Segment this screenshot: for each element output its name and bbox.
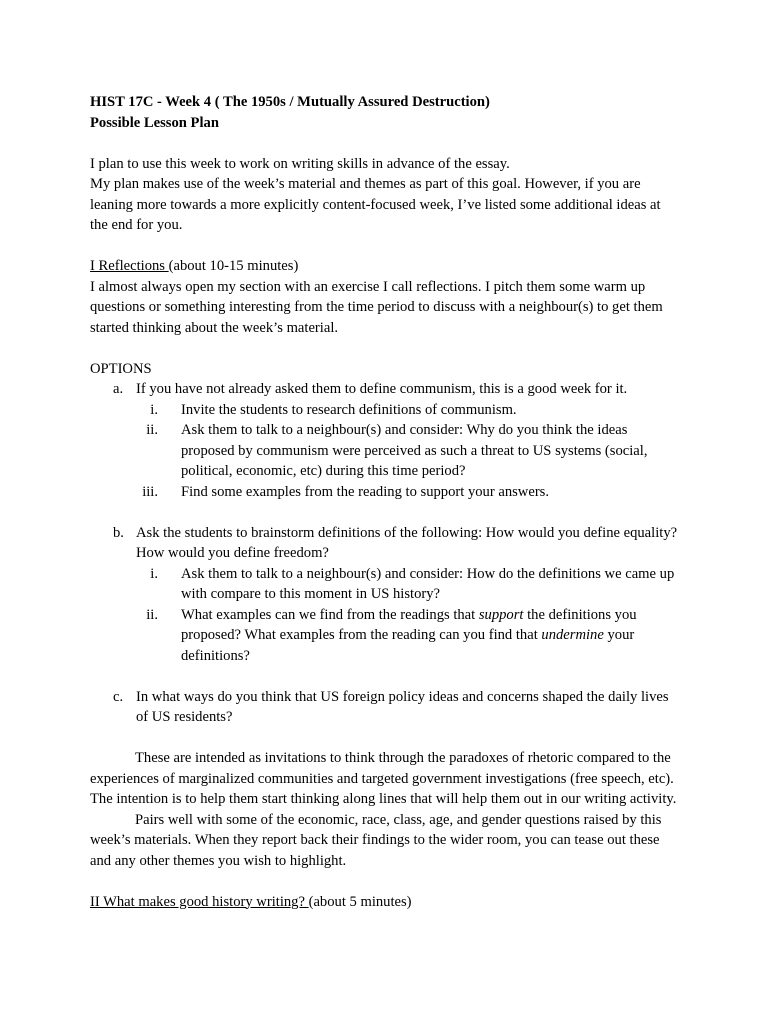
list-item-text: Find some examples from the reading to support your answers.: [181, 483, 550, 500]
list-item-text: Invite the students to research definitions of communism.: [181, 401, 517, 418]
option-a-sub-i: [90, 400, 680, 421]
list-marker: i.: [150, 401, 158, 418]
intro-paragraph-1: I plan to use this week to work on writing skills in advance of the essay.: [90, 155, 510, 172]
text-run: What examples can we find from the readings that: [181, 606, 479, 623]
section-1-title: I Reflections: [90, 258, 169, 274]
option-b: [90, 523, 680, 564]
list-marker: a.: [113, 381, 124, 397]
option-a-text: If you have not already asked them to define communism, this is a good week for it.: [136, 381, 628, 397]
document-subtitle: Possible Lesson Plan: [90, 114, 219, 131]
option-a: [90, 379, 680, 400]
section-1-body: I almost always open my section with an exercise I call reflections. I pitch them some warm up questions or something interesting from the time period to discuss with a neighbour(s) to get them started thinking about the week’s material.: [90, 278, 663, 336]
list-marker: c.: [113, 688, 124, 705]
section-2-heading: [90, 892, 680, 913]
options-label: OPTIONS: [90, 360, 152, 377]
list-marker: ii.: [146, 606, 158, 623]
document-page: [90, 92, 680, 912]
option-b-sub-ii: [90, 605, 680, 667]
section-2-duration: (about 5 minutes): [308, 893, 412, 910]
option-c: [90, 687, 680, 728]
document-title: HIST 17C - Week 4 ( The 1950s / Mutually Assured Destruction): [90, 94, 490, 110]
list-marker: b.: [113, 524, 124, 541]
intro-paragraph-2: My plan makes use of the week’s material and themes as part of this goal. However, if you are leaning more towards a more explicitly content-focused week, I’ve listed some additional ideas at the end for you.: [90, 176, 661, 233]
text-run: your definitions?: [181, 627, 635, 664]
paragraph-pairs-well: Pairs well with some of the economic, race, class, age, and gender questions raised by this week’s materials. When they report back their findings to the wider room, you can tease out these and any other themes you wish to highlight.: [90, 811, 662, 869]
section-2-title: II What makes good history writing?: [90, 893, 309, 910]
list-item-text: Ask them to talk to a neighbour(s) and consider: Why do you think the ideas proposed by communism were perceived as such a threat to US systems (social, political, economic, etc) during this time period?: [181, 422, 648, 479]
list-item-text: Ask them to talk to a neighbour(s) and consider: How do the definitions we came up with compare to this moment in US history?: [181, 565, 675, 602]
list-marker: i.: [150, 565, 158, 582]
emphasis-undermine: undermine: [541, 627, 604, 643]
emphasis-support: support: [478, 606, 524, 623]
option-b-text: Ask the students to brainstorm definitions of the following: How would you define equality? How would you define freedom?: [136, 524, 678, 561]
list-marker: iii.: [142, 483, 158, 500]
list-marker: ii.: [146, 422, 158, 438]
section-1-duration: (about 10-15 minutes): [168, 258, 299, 274]
option-c-text: In what ways do you think that US foreign policy ideas and concerns shaped the daily lives of US residents?: [136, 688, 669, 725]
option-a-sub-iii: [90, 482, 680, 503]
option-b-sub-i: [90, 564, 680, 605]
text-run: the definitions you proposed? What examples from the reading can you find that: [181, 606, 637, 643]
option-a-sub-ii: [90, 420, 680, 482]
section-1-heading: [90, 256, 680, 277]
paragraph-invitations: These are intended as invitations to think through the paradoxes of rhetoric compared to the experiences of marginalized communities and targeted government investigations (free speech, etc). The intention is to help them start thinking along lines that will help them out in our writing activity.: [90, 750, 677, 807]
list-item-text: [181, 607, 637, 664]
